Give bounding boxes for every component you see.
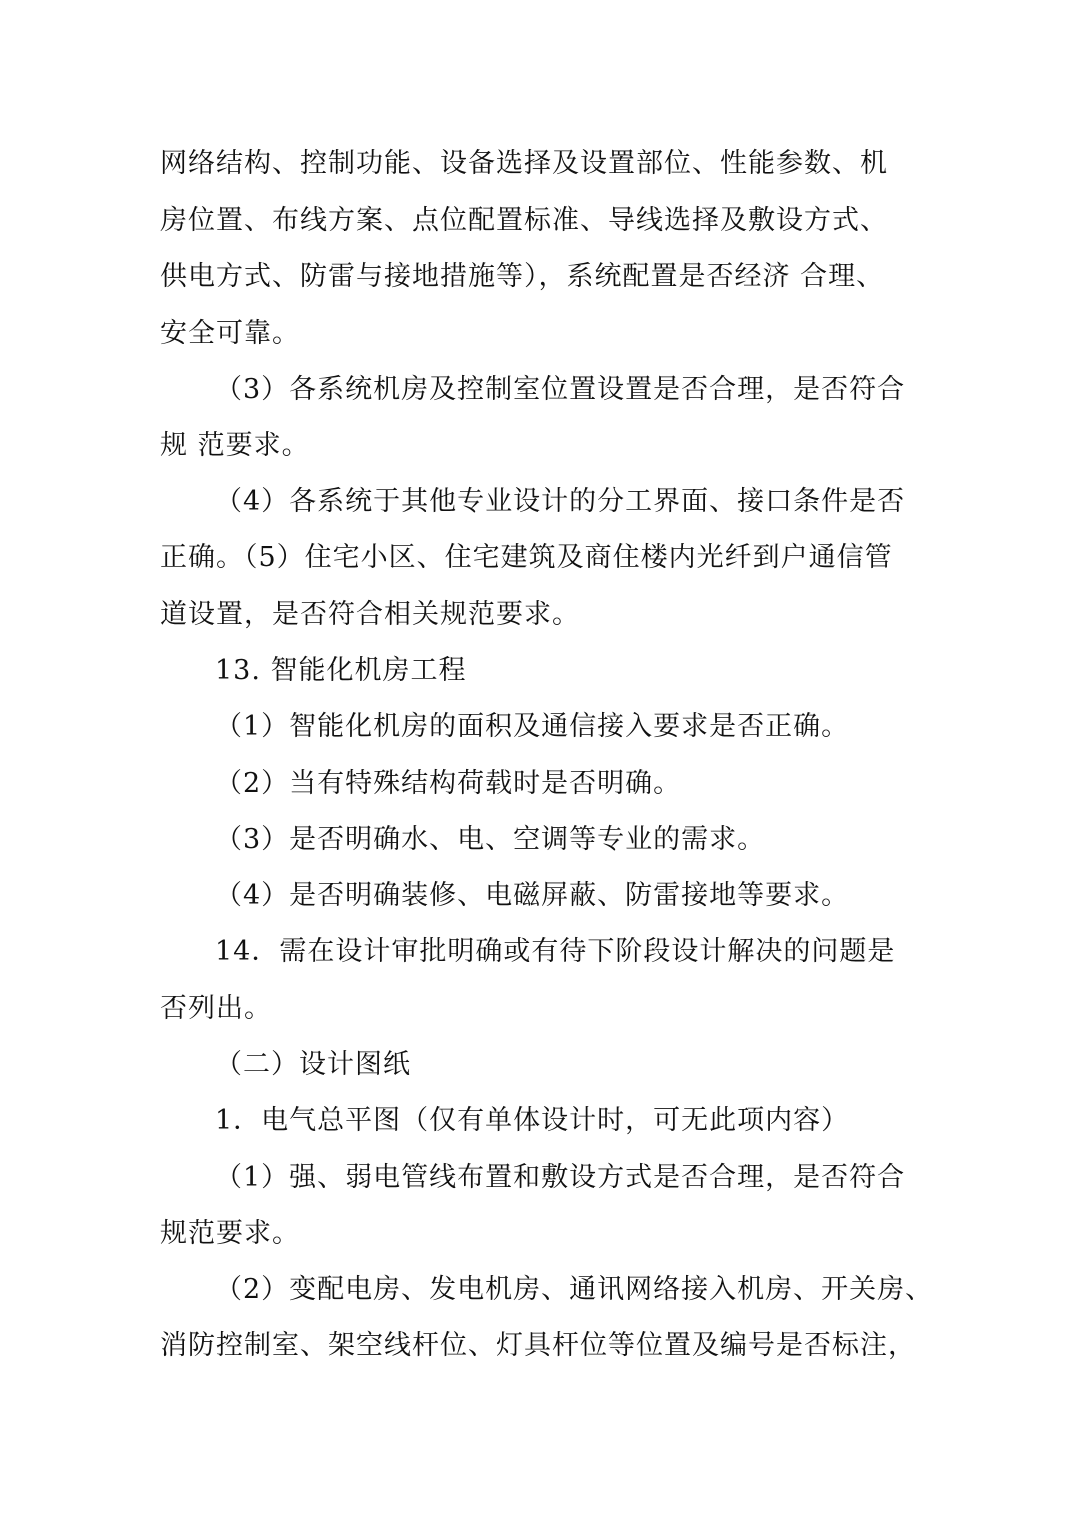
text-line: 房位置、布线方案、点位配置标准、导线选择及敷设方式、 bbox=[160, 205, 888, 236]
text-line: （4）是否明确装修、电磁屏蔽、防雷接地等要求。 bbox=[215, 880, 850, 911]
text-line: 否列出。 bbox=[160, 993, 272, 1024]
text-line: （2）当有特殊结构荷载时是否明确。 bbox=[215, 768, 682, 799]
text-line: （2）变配电房、发电机房、通讯网络接入机房、开关房、 bbox=[215, 1274, 934, 1305]
text-line: 规 范要求。 bbox=[160, 430, 310, 461]
section-heading: （二）设计图纸 bbox=[215, 1049, 411, 1080]
text-line: （3）是否明确水、电、空调等专业的需求。 bbox=[215, 824, 766, 855]
text-line: 道设置，是否符合相关规范要求。 bbox=[160, 599, 580, 630]
text-line: （4）各系统于其他专业设计的分工界面、接口条件是否 bbox=[215, 486, 906, 517]
text-line: 网络结构、控制功能、设备选择及设置部位、性能参数、机 bbox=[160, 148, 888, 179]
text-line: 正确。（5）住宅小区、住宅建筑及商住楼内光纤到户通信管 bbox=[160, 542, 893, 573]
text-line: 规范要求。 bbox=[160, 1218, 300, 1249]
text-line: （1）强、弱电管线布置和敷设方式是否合理，是否符合 bbox=[215, 1162, 906, 1193]
text-line: 消防控制室、架空线杆位、灯具杆位等位置及编号是否标注， bbox=[160, 1330, 916, 1361]
section-heading: 14．需在设计审批明确或有待下阶段设计解决的问题是 bbox=[215, 936, 896, 967]
text-line: 安全可靠。 bbox=[160, 318, 300, 349]
text-line: 供电方式、防雷与接地措施等），系统配置是否经济 合理、 bbox=[160, 261, 885, 292]
section-heading: 1．电气总平图（仅有单体设计时，可无此项内容） bbox=[215, 1105, 850, 1136]
text-line: （1）智能化机房的面积及通信接入要求是否正确。 bbox=[215, 711, 850, 742]
text-line: （3）各系统机房及控制室位置设置是否合理，是否符合 bbox=[215, 374, 906, 405]
section-heading: 13. 智能化机房工程 bbox=[215, 655, 467, 686]
